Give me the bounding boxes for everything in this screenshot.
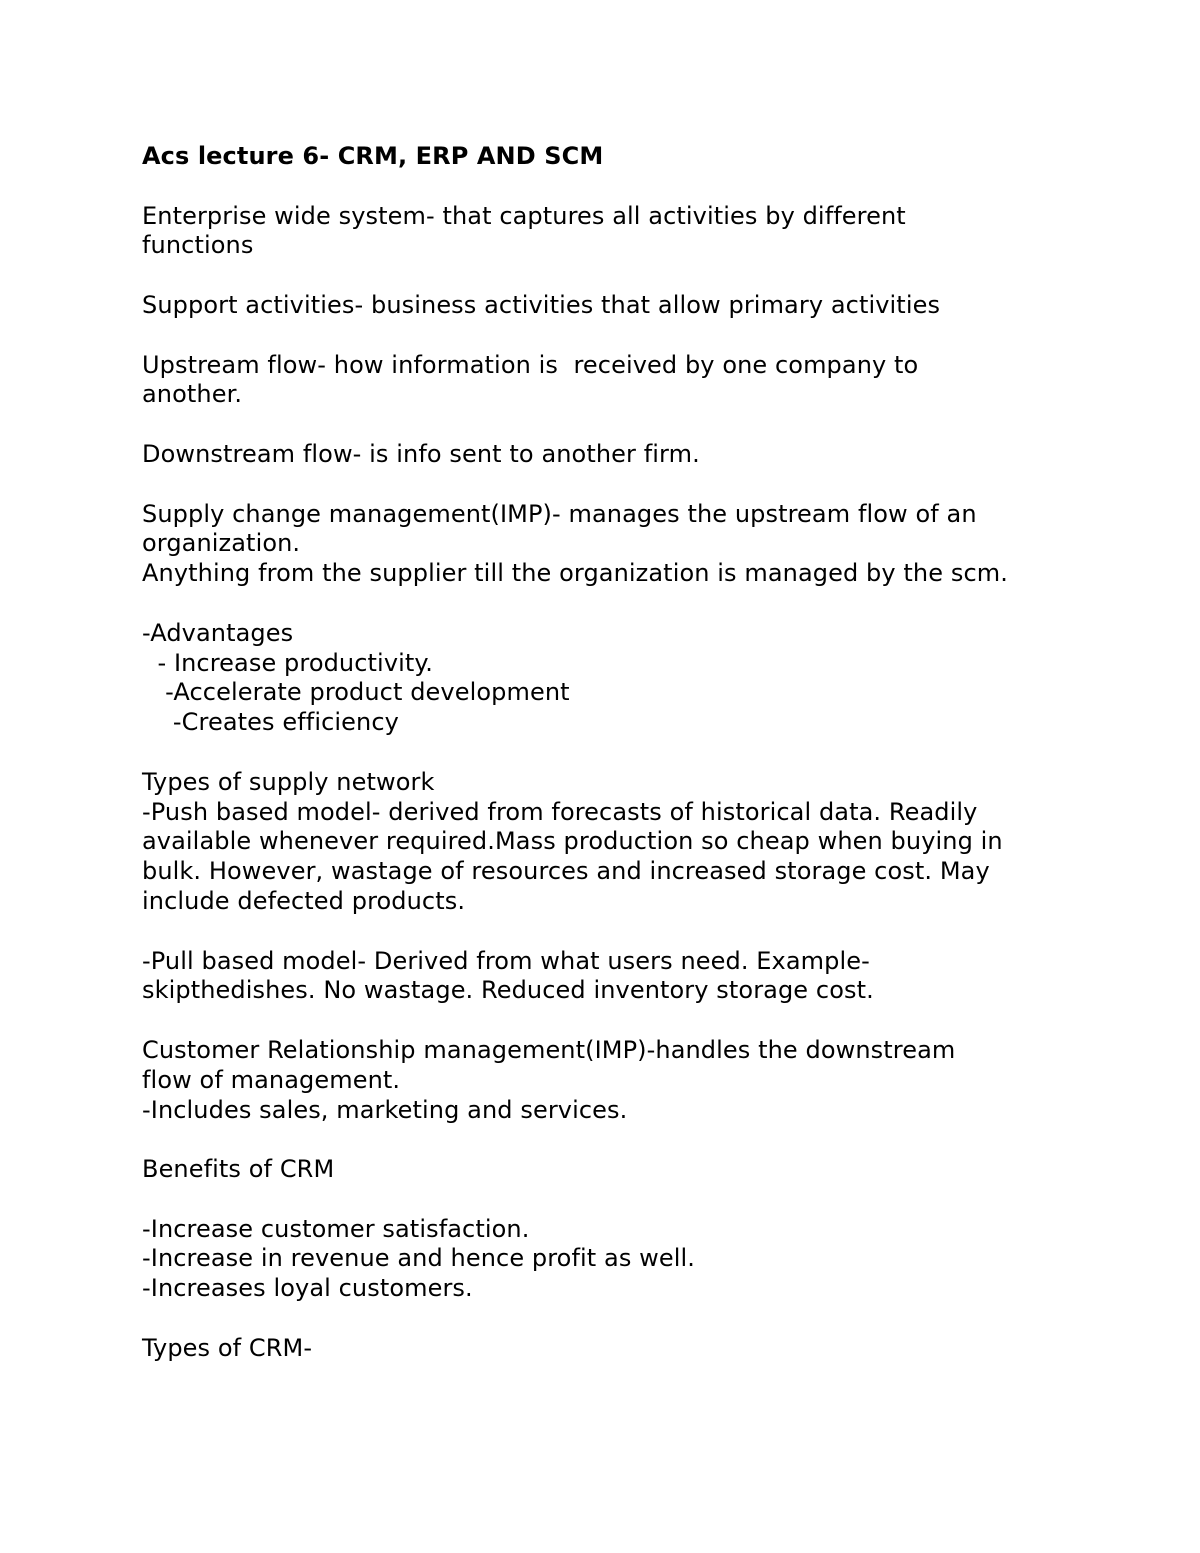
- document-title: Acs lecture 6- CRM, ERP AND SCM: [142, 142, 604, 170]
- paragraph-line: -Pull based model- Derived from what users need. Example-: [142, 946, 870, 975]
- spacer: [142, 410, 1072, 440]
- list-item: - Increase productivity.: [142, 648, 434, 677]
- list-heading: -Advantages: [142, 618, 294, 647]
- spacer: [142, 1006, 1072, 1036]
- paragraph-line: Downstream flow- is info sent to another firm.: [142, 439, 700, 468]
- paragraph-line: -Includes sales, marketing and services.: [142, 1095, 628, 1124]
- paragraph-line: functions: [142, 231, 254, 260]
- list-item: -Increase in revenue and hence profit as well.: [142, 1244, 696, 1273]
- paragraph-line: another.: [142, 380, 243, 409]
- spacer: [142, 1185, 1072, 1215]
- spacer: [142, 589, 1072, 619]
- document-body: [142, 142, 1072, 1364]
- paragraph-line: Anything from the supplier till the organization is managed by the scm.: [142, 559, 1008, 588]
- spacer: [142, 1125, 1072, 1155]
- paragraph-line: Support activities- business activities that allow primary activities: [142, 290, 941, 319]
- spacer: [142, 738, 1072, 768]
- spacer: [142, 470, 1072, 500]
- spacer: [142, 172, 1072, 202]
- paragraph-line: Upstream flow- how information is received by one company to: [142, 350, 919, 379]
- paragraph-line: skipthedishes. No wastage. Reduced inventory storage cost.: [142, 976, 874, 1005]
- section-heading: Benefits of CRM: [142, 1155, 335, 1184]
- paragraph-line: available whenever required.Mass production so cheap when buying in: [142, 827, 1003, 856]
- list-item: -Creates efficiency: [142, 708, 399, 737]
- list-item: -Accelerate product development: [142, 678, 570, 707]
- section-heading: Types of CRM-: [142, 1333, 313, 1362]
- paragraph-line: bulk. However, wastage of resources and increased storage cost. May: [142, 857, 990, 886]
- paragraph-line: Customer Relationship management(IMP)-handles the downstream: [142, 1035, 956, 1064]
- list-item: -Increase customer satisfaction.: [142, 1214, 530, 1243]
- paragraph-line: include defected products.: [142, 886, 466, 915]
- paragraph-line: organization.: [142, 529, 301, 558]
- spacer: [142, 1304, 1072, 1334]
- paragraph-line: Supply change management(IMP)- manages the upstream flow of an: [142, 499, 977, 528]
- list-item: -Increases loyal customers.: [142, 1274, 473, 1303]
- paragraph-line: flow of management.: [142, 1065, 401, 1094]
- spacer: [142, 261, 1072, 291]
- spacer: [142, 917, 1072, 947]
- section-heading: Types of supply network: [142, 767, 435, 796]
- spacer: [142, 321, 1072, 351]
- paragraph-line: Enterprise wide system- that captures all activities by different: [142, 201, 906, 230]
- paragraph-line: -Push based model- derived from forecasts of historical data. Readily: [142, 797, 978, 826]
